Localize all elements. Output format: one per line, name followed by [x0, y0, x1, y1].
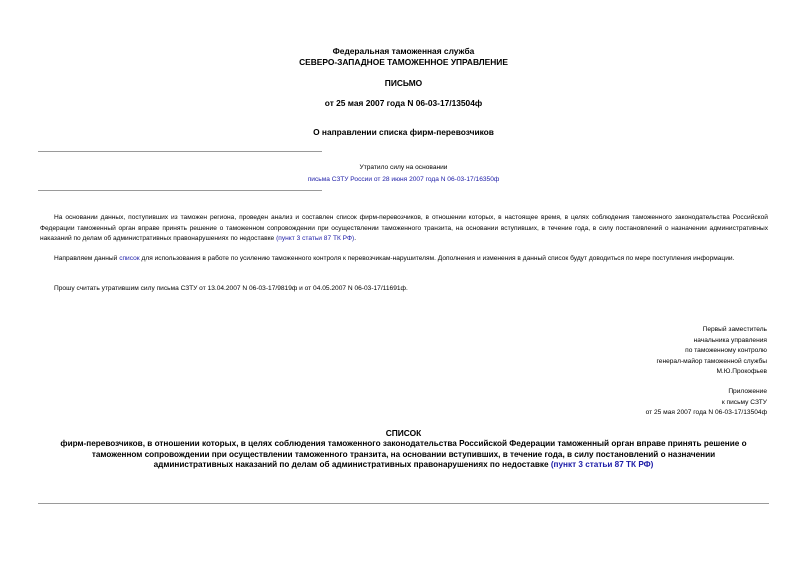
divider-bottom: [38, 190, 322, 191]
document-subject: О направлении списка фирм-перевозчиков: [313, 127, 494, 137]
paragraph-analysis-text: На основании данных, поступивших из таможен региона, проведен анализ и составлен список фирм-перевозчиков, в отношении которых, в настоящее время, в целях соблюдения таможенного законодательства Российской Федерации таможенный орган вправе принять решение о таможенном сопровождении при осуществлении таможенного транзита, на основании вступивших, в течение года, в силу постановлений о назначении административных наказаний по делам об административных правонарушениях по недоставке: [40, 214, 768, 242]
list-description: [58, 439, 749, 471]
document-type: ПИСЬМО: [384, 78, 423, 88]
appendix-line-2: к письму СЗТУ: [721, 398, 767, 406]
section-divider: [38, 503, 769, 504]
signature-line-4: генерал-майор таможенной службы: [656, 357, 767, 365]
status-note-link-row: [0, 175, 807, 186]
signature-name: М.Ю.Прокофьев: [716, 368, 767, 376]
divider-top: [38, 151, 322, 152]
appendix-block: [467, 387, 767, 419]
agency-name: Федеральная таможенная служба: [332, 46, 475, 56]
signature-line-3: по таможенному контролю: [685, 347, 767, 355]
paragraph-list-usage-end: для использования в работе по усилению таможенного контроля к перевозчикам-нарушителям. Дополнения и изменения в данный список будут доводиться по мере поступления информации.: [139, 255, 735, 262]
list-description-text: фирм-перевозчиков, в отношении которых, в целях соблюдения таможенного законодательства Российской Федерации таможенный орган вправе принять решение о таможенном сопровождении при осуществлении таможенного транзита, на основании вступивших, в течение года, в силу постановлений о назначении административных наказаний по делам об административных правонарушениях по недоставке: [60, 439, 747, 469]
signature-line-1: Первый заместитель: [702, 326, 767, 333]
appendix-line-3: от 25 мая 2007 года N 06-03-17/13504ф: [645, 409, 767, 417]
list-title: СПИСОК: [385, 428, 422, 438]
paragraph-analysis-end: .: [354, 235, 357, 242]
list-article-87-link[interactable]: (пункт 3 статьи 87 ТК РФ): [550, 460, 654, 469]
status-note-text: Утратило силу на основании: [359, 164, 448, 171]
department-name: СЕВЕРО-ЗАПАДНОЕ ТАМОЖЕННОЕ УПРАВЛЕНИЕ: [299, 57, 508, 67]
status-note-link[interactable]: письма СЗТУ России от 28 июня 2007 года N 06-03-17/16350ф: [307, 176, 500, 183]
paragraph-invalidation: Прошу считать утратившим силу письма СЗТУ от 13.04.2007 N 06-03-17/9819ф и от 04.05.2007 N 06-03-17/11691ф.: [54, 285, 408, 292]
paragraph-list-usage: [40, 254, 768, 265]
signature-block: [467, 325, 767, 378]
paragraph-analysis: [40, 213, 768, 245]
document-date-number: от 25 мая 2007 года N 06-03-17/13504ф: [324, 98, 483, 108]
appendix-line-1: Приложение: [728, 388, 767, 395]
article-87-link[interactable]: (пункт 3 статьи 87 ТК РФ): [276, 235, 355, 242]
signature-line-2: начальника управления: [693, 336, 767, 344]
paragraph-list-usage-start: Направляем данный: [54, 255, 120, 262]
list-link[interactable]: список: [119, 255, 140, 262]
